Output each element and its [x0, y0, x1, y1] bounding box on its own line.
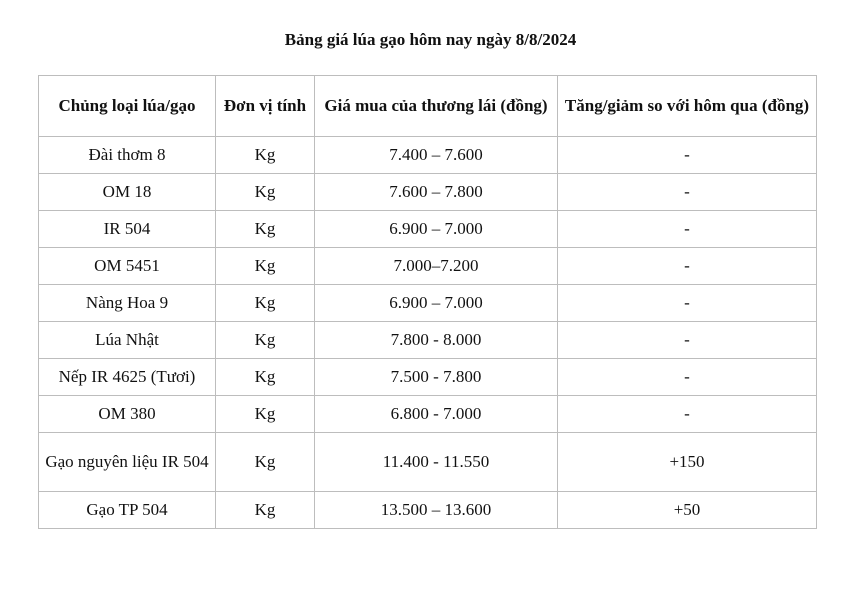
cell-price: 11.400 - 11.550 [315, 433, 558, 492]
table-row [39, 322, 817, 359]
cell-unit: Kg [216, 433, 315, 492]
table-row [39, 285, 817, 322]
table-row [39, 359, 817, 396]
cell-variety: Nàng Hoa 9 [39, 285, 216, 322]
cell-unit: Kg [216, 248, 315, 285]
cell-change: - [558, 211, 817, 248]
cell-unit: Kg [216, 492, 315, 529]
cell-variety: Nếp IR 4625 (Tươi) [39, 359, 216, 396]
cell-variety: Gạo TP 504 [39, 492, 216, 529]
cell-price: 7.600 – 7.800 [315, 174, 558, 211]
table-header-row [39, 76, 817, 137]
cell-price: 6.900 – 7.000 [315, 285, 558, 322]
cell-unit: Kg [216, 285, 315, 322]
cell-unit: Kg [216, 322, 315, 359]
cell-unit: Kg [216, 137, 315, 174]
header-change: Tăng/giảm so với hôm qua (đồng) [558, 76, 817, 137]
cell-price: 7.000–7.200 [315, 248, 558, 285]
cell-change: - [558, 396, 817, 433]
cell-unit: Kg [216, 359, 315, 396]
cell-change: +50 [558, 492, 817, 529]
cell-price: 6.800 - 7.000 [315, 396, 558, 433]
cell-variety: Đài thơm 8 [39, 137, 216, 174]
cell-change: - [558, 174, 817, 211]
cell-variety: IR 504 [39, 211, 216, 248]
cell-change: - [558, 285, 817, 322]
cell-change: - [558, 248, 817, 285]
cell-price: 6.900 – 7.000 [315, 211, 558, 248]
cell-variety: OM 380 [39, 396, 216, 433]
table-row [39, 492, 817, 529]
cell-change: - [558, 359, 817, 396]
cell-unit: Kg [216, 174, 315, 211]
cell-price: 7.500 - 7.800 [315, 359, 558, 396]
table-row [39, 174, 817, 211]
header-unit: Đơn vị tính [216, 76, 315, 137]
cell-unit: Kg [216, 211, 315, 248]
header-price: Giá mua của thương lái (đồng) [315, 76, 558, 137]
cell-variety: Lúa Nhật [39, 322, 216, 359]
cell-change: - [558, 322, 817, 359]
cell-variety: Gạo nguyên liệu IR 504 [39, 433, 216, 492]
table-row [39, 433, 817, 492]
header-variety: Chủng loại lúa/gạo [39, 76, 216, 137]
rice-price-table [38, 75, 817, 529]
cell-price: 7.400 – 7.600 [315, 137, 558, 174]
cell-price: 7.800 - 8.000 [315, 322, 558, 359]
table-row [39, 248, 817, 285]
table-row [39, 396, 817, 433]
table-row [39, 211, 817, 248]
cell-change: +150 [558, 433, 817, 492]
cell-variety: OM 5451 [39, 248, 216, 285]
table-row [39, 137, 817, 174]
cell-price: 13.500 – 13.600 [315, 492, 558, 529]
cell-variety: OM 18 [39, 174, 216, 211]
page-title: Bảng giá lúa gạo hôm nay ngày 8/8/2024 [284, 30, 577, 49]
cell-unit: Kg [216, 396, 315, 433]
cell-change: - [558, 137, 817, 174]
